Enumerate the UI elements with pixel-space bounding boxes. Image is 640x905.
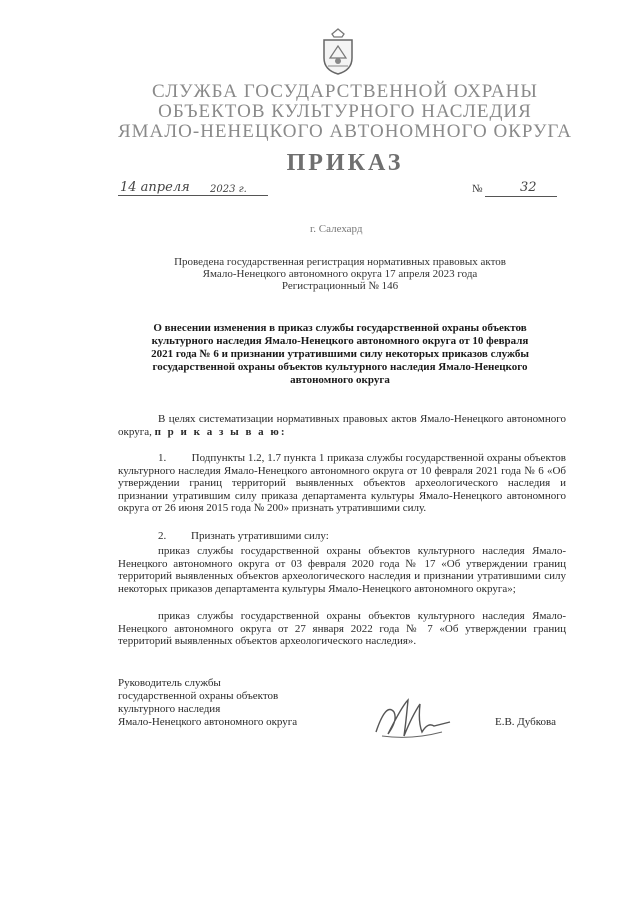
registration-line-2: Ямало-Ненецкого автономного округа 17 апреля 2023 года	[202, 268, 478, 280]
document-type-title: ПРИКАЗ	[286, 150, 404, 176]
item-1	[118, 452, 566, 515]
order-year: 2023 г.	[210, 184, 247, 195]
signatory-line-3: культурного наследия	[118, 703, 221, 715]
signatory-line-4: Ямало-Ненецкого автономного округа	[118, 716, 298, 728]
org-name-line-2: ОБЪЕКТОВ КУЛЬТУРНОГО НАСЛЕДИЯ	[158, 101, 532, 122]
date-underline	[118, 195, 268, 196]
item-2	[118, 530, 566, 543]
subject-line-1: О внесении изменения в приказ службы государственной охраны объектов	[153, 322, 527, 334]
registration-line-3: Регистрационный № 146	[281, 280, 399, 292]
org-name-line-1: СЛУЖБА ГОСУДАРСТВЕННОЙ ОХРАНЫ	[152, 81, 538, 102]
preamble	[118, 413, 566, 438]
preamble-text: В целях систематизации нормативных правовых актов Ямало-Ненецкого автономного округа,	[118, 413, 566, 438]
subject-line-5: автономного округа	[290, 374, 390, 386]
signatory-line-1: Руководитель службы	[118, 677, 221, 689]
item-1-number: 1.	[158, 452, 167, 464]
subject-line-3: 2021 года № 6 и признании утратившими силу некоторых приказов службы	[151, 348, 529, 360]
item-1-text: Подпункты 1.2, 1.7 пункта 1 приказа службы государственной охраны объектов культурного наследия Ямало-Ненецкого автономного округа от 10 февраля 2021 года № 6 «Об утверждении границ территорий выявленных объектов археологического наследия и признании утратившим силу приказа департамента культуры Ямало-Ненецкого автономного округа от 26 июня 2015 года № 200» признать утратившими силу.	[118, 452, 566, 514]
order-number: 32	[520, 180, 537, 195]
subject-line-4: государственной охраны объектов культурного наследия Ямало-Ненецкого	[152, 361, 528, 373]
orders-word: п р и к а з ы в а ю:	[154, 425, 287, 438]
item-2-number: 2.	[158, 530, 167, 542]
yamal-coat-of-arms-icon	[318, 28, 358, 76]
registration-line-1: Проведена государственная регистрация нормативных правовых актов	[174, 256, 506, 268]
subject-line-2: культурного наследия Ямало-Ненецкого автономного округа от 10 февраля	[151, 335, 529, 347]
item-2-text: Признать утратившими силу:	[191, 530, 329, 542]
number-underline	[485, 196, 557, 197]
order-date: 14 апреля	[120, 180, 190, 195]
org-name-line-3: ЯМАЛО-НЕНЕЦКОГО АВТОНОМНОГО ОКРУГА	[117, 121, 573, 142]
signatory-line-2: государственной охраны объектов	[118, 690, 279, 702]
signatory-name: Е.В. Дубкова	[495, 716, 556, 728]
signatory-block	[118, 677, 297, 729]
handwritten-signature	[372, 692, 454, 744]
order-number-label: №	[472, 183, 483, 195]
city: г. Салехард	[310, 223, 363, 235]
item-2a: приказ службы государственной охраны объектов культурного наследия Ямало-Ненецкого автономного округа от 03 февраля 2020 года № 17 «Об утверждении границ территорий выявленных объектов археологического наследия и признании утратившими силу некоторых приказов департамента культуры Ямало-Ненецкого автономного округа»;	[118, 545, 566, 595]
item-2b: приказ службы государственной охраны объектов культурного наследия Ямало-Ненецкого автономного округа от 27 января 2022 года № 7 «Об утверждении границ территорий выявленных объектов археологического наследия».	[118, 610, 566, 647]
